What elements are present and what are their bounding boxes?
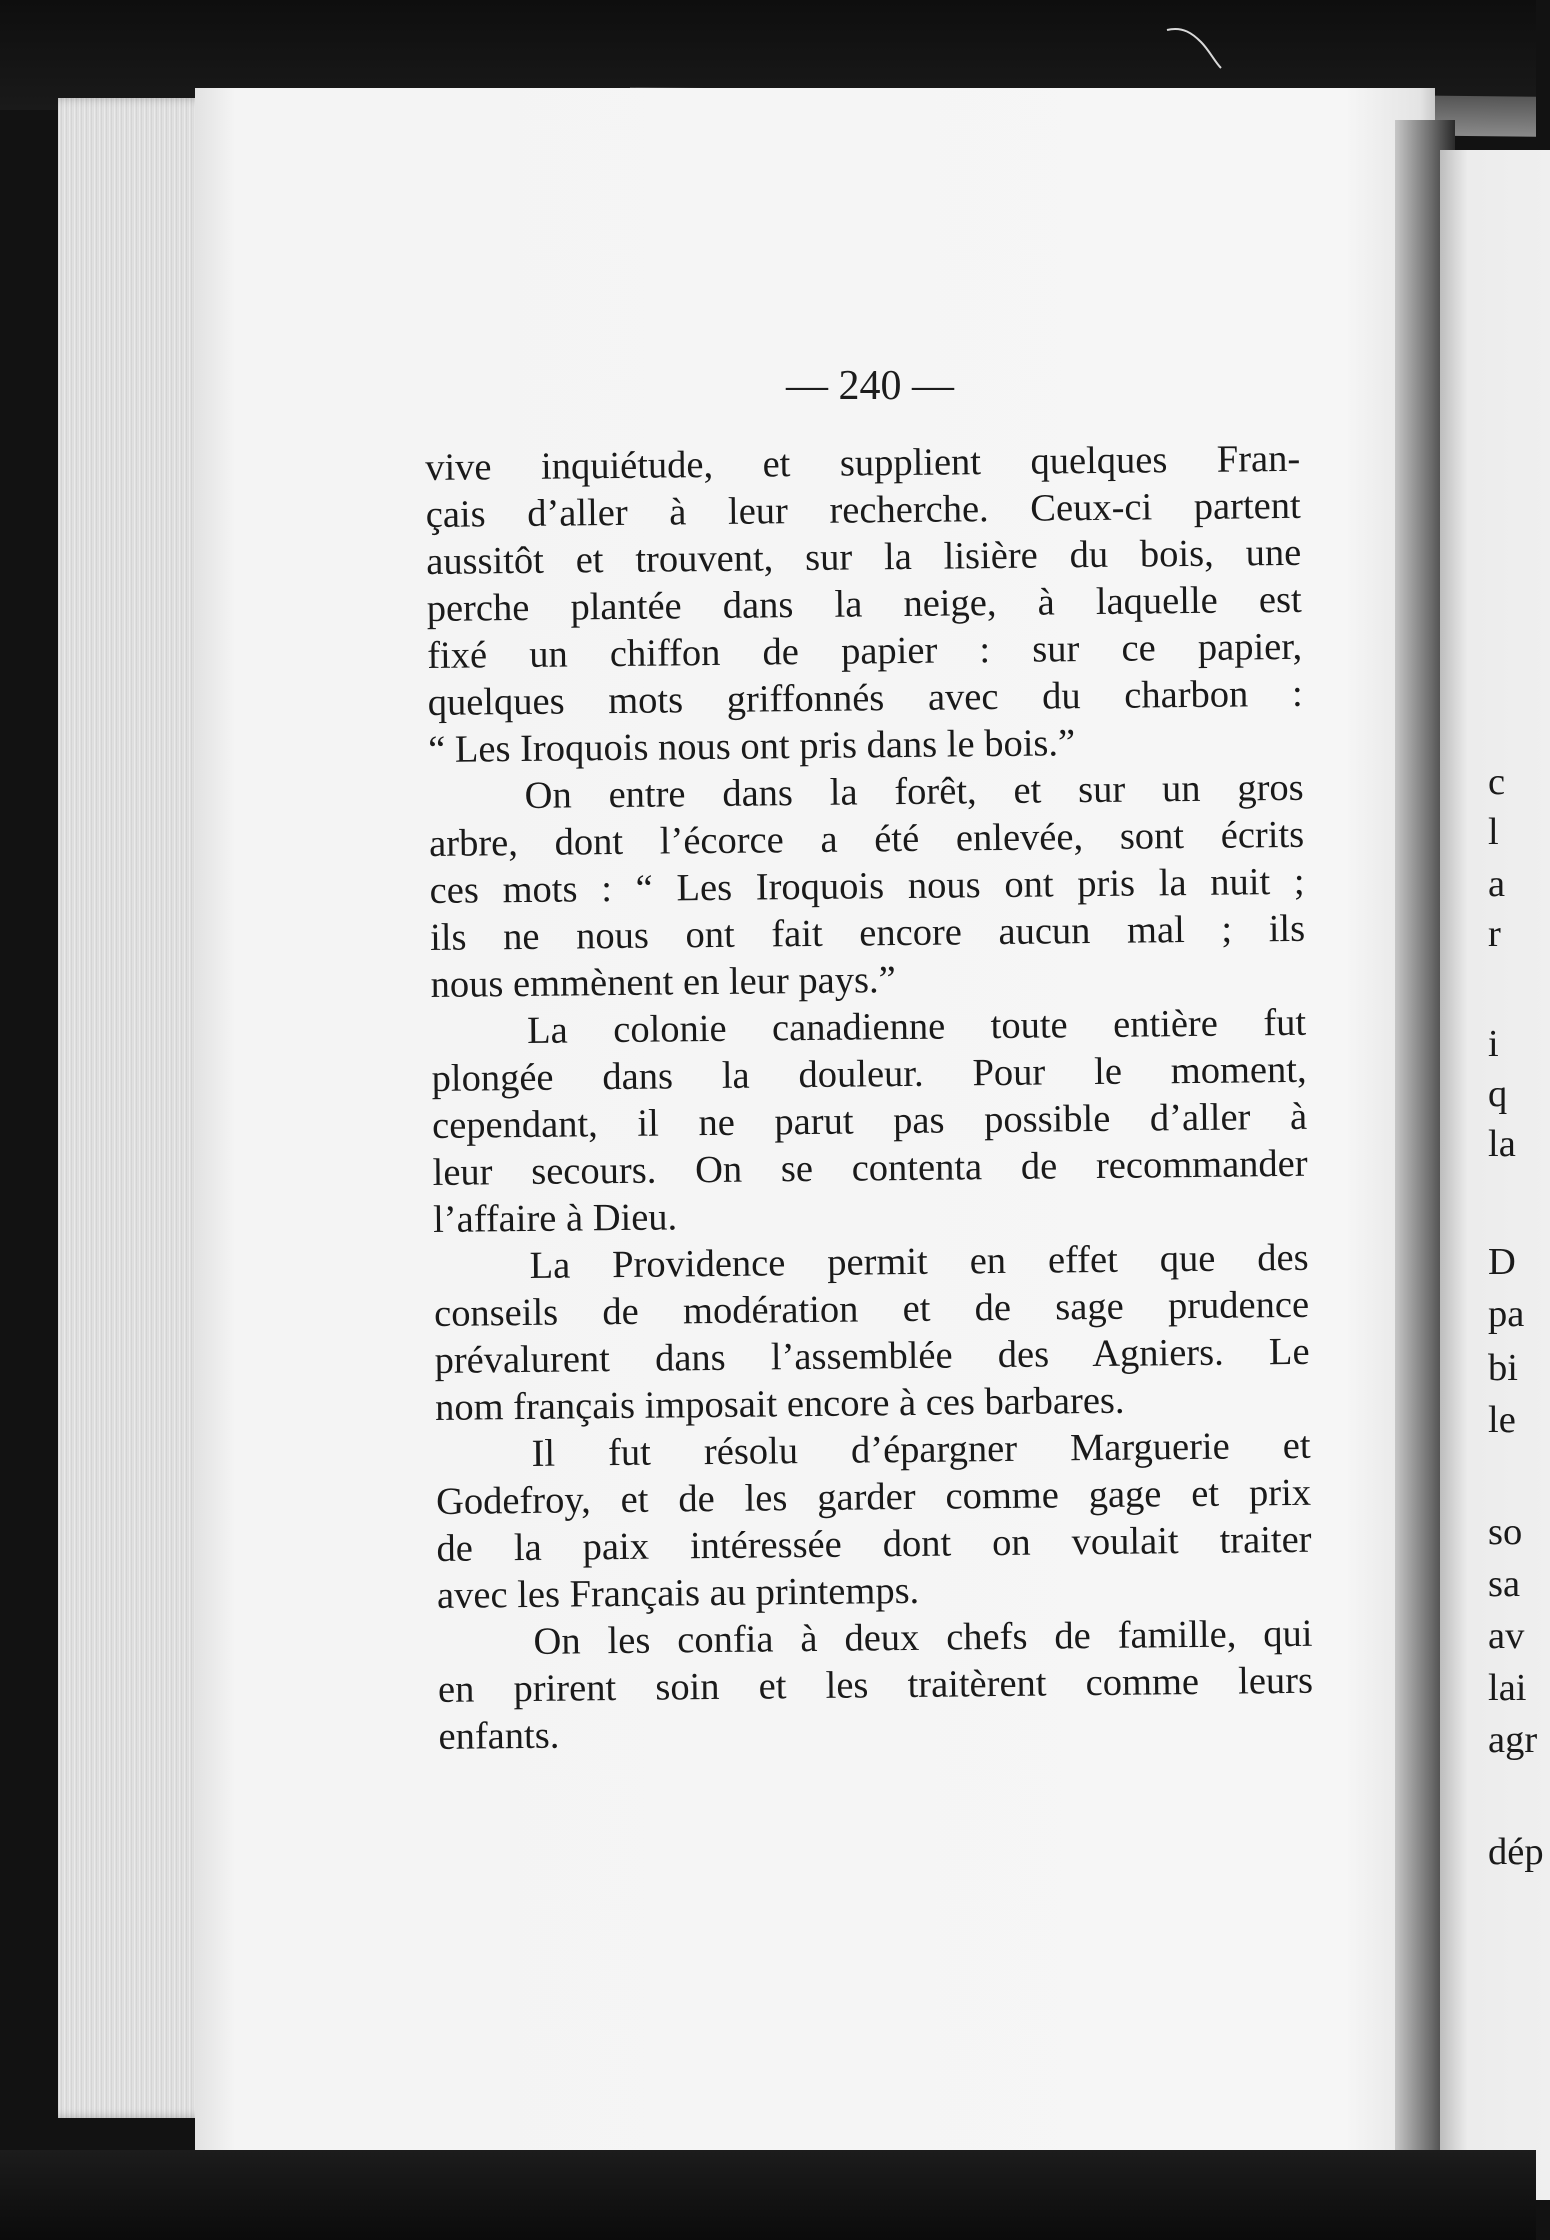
text-line: conseils de modération et de sage prudence: [433, 1283, 1310, 1335]
fragment-text: c: [1488, 761, 1506, 803]
text-line: plongée dans la douleur. Pour le moment,: [431, 1048, 1307, 1100]
fragment-text: l: [1488, 811, 1499, 853]
text-line: “ Les Iroquois nous ont pris dans le bois.”: [427, 722, 1076, 771]
fragment-text: q: [1488, 1073, 1508, 1115]
fragment-text: la: [1488, 1123, 1516, 1165]
text-line: quelques mots griffonnés avec du charbon :: [427, 672, 1303, 724]
text-line: l’affaire à Dieu.: [432, 1196, 678, 1241]
text-line: Godefroy, et de les garder comme gage et prix: [435, 1471, 1312, 1523]
text-line: prévalurent dans l’assemblée des Agniers. Le: [434, 1330, 1310, 1382]
fragment-text: sa: [1488, 1563, 1521, 1605]
text-line: çais d’aller à leur recherche. Ceux-ci partent: [425, 484, 1301, 536]
page-body-text: [425, 436, 1314, 1761]
text-line: enfants.: [438, 1714, 560, 1758]
text-line: perche plantée dans la neige, à laquelle est: [426, 578, 1302, 630]
fragment-text: so: [1488, 1511, 1523, 1553]
fragment-text: dép: [1488, 1831, 1544, 1873]
page-number: — 240 —: [786, 363, 954, 409]
text-line: nom français imposait encore à ces barbares.: [434, 1379, 1125, 1429]
text-line: fixé un chiffon de papier : sur ce papier,: [426, 625, 1303, 677]
text-line: nous emmènent en leur pays.”: [430, 959, 896, 1006]
book-page-edges: [58, 98, 208, 2118]
text-line: arbre, dont l’écorce a été enlevée, sont écrits: [428, 813, 1305, 865]
text-line: cependant, il ne parut pas possible d’aller à: [431, 1095, 1308, 1147]
text-line: vive inquiétude, et supplient quelques Fran-: [425, 437, 1301, 489]
fragment-text: agr: [1488, 1719, 1538, 1761]
text-line: avec les Français au printemps.: [436, 1569, 920, 1617]
fiber-mark: [1165, 22, 1225, 72]
text-line: La colonie canadienne toute entière fut: [526, 1001, 1307, 1052]
fragment-text: bi: [1488, 1347, 1518, 1389]
text-line: On entre dans la forêt, et sur un gros: [524, 766, 1304, 817]
text-line: leur secours. On se contenta de recommander: [432, 1142, 1308, 1194]
text-line: ces mots : “ Les Iroquois nous ont pris la nuit ;: [429, 860, 1305, 912]
facing-page-text-fragments: [1488, 0, 1548, 2240]
scan-bottom-shadow: [0, 2150, 1536, 2240]
text-line: en prirent soin et les traitèrent comme leurs: [437, 1659, 1314, 1711]
text-line: de la paix intéressée dont on voulait traiter: [436, 1518, 1312, 1570]
text-line: ils ne nous ont fait encore aucun mal ; ils: [429, 907, 1306, 959]
fragment-text: le: [1488, 1399, 1516, 1441]
text-line: On les confia à deux chefs de famille, qui: [533, 1612, 1313, 1663]
text-line: La Providence permit en effet que des: [529, 1236, 1309, 1287]
text-line: Il fut résolu d’épargner Marguerie et: [531, 1424, 1311, 1475]
fragment-text: lai: [1488, 1667, 1527, 1709]
fragment-text: r: [1488, 913, 1501, 955]
fragment-text: D: [1488, 1241, 1516, 1283]
fragment-text: pa: [1488, 1293, 1525, 1335]
fragment-text: i: [1488, 1023, 1499, 1065]
fragment-text: av: [1488, 1615, 1525, 1657]
fragment-text: a: [1488, 863, 1506, 905]
text-line: aussitôt et trouvent, sur la lisière du bois, une: [426, 531, 1302, 583]
